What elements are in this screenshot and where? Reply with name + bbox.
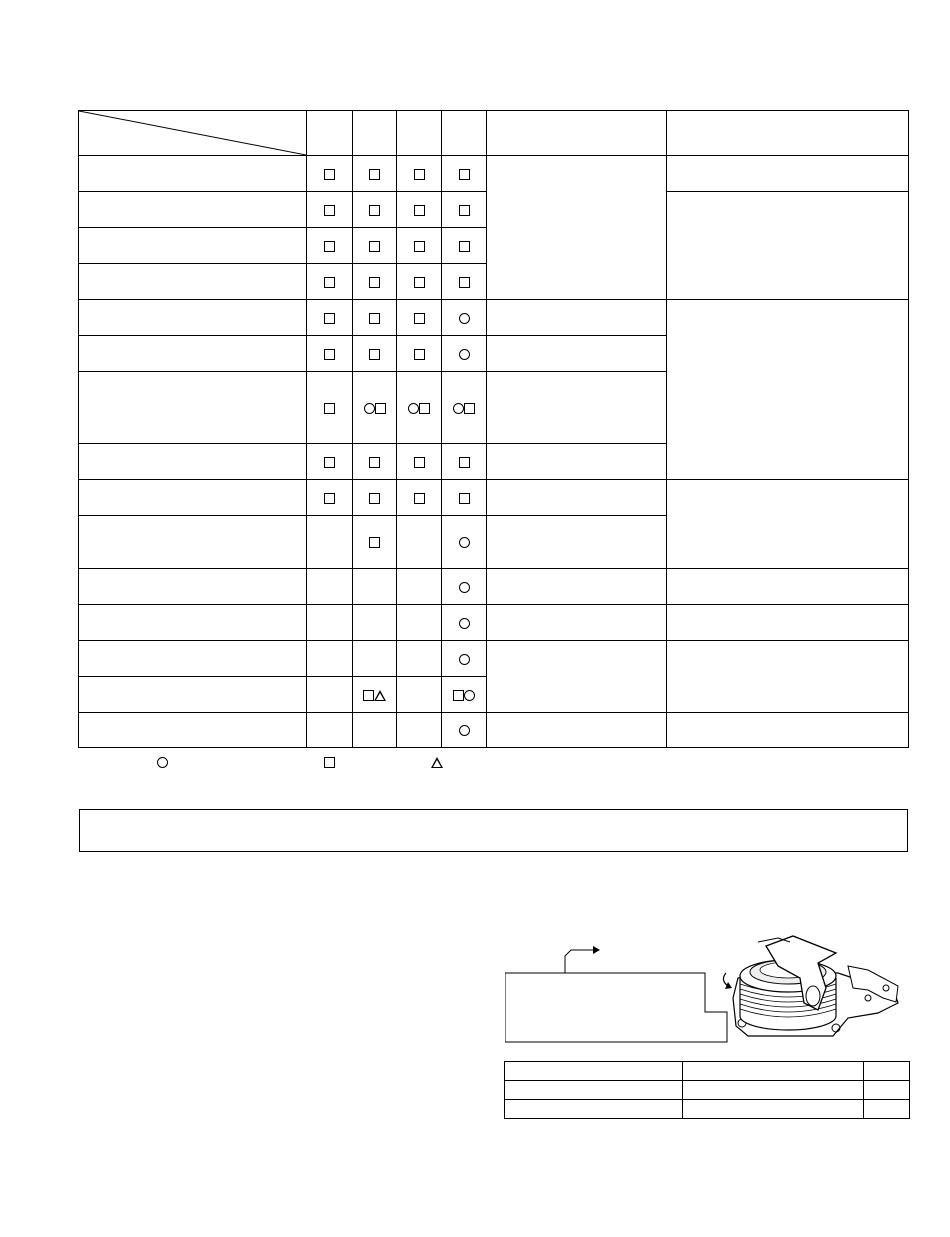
symbol-cell bbox=[353, 605, 397, 641]
inspection-table bbox=[78, 110, 909, 748]
note-cell bbox=[667, 713, 909, 748]
square-icon bbox=[369, 205, 380, 216]
symbol-cell bbox=[307, 713, 353, 748]
square-icon bbox=[459, 493, 470, 504]
column-header bbox=[353, 111, 397, 156]
square-icon bbox=[464, 403, 475, 414]
square-icon bbox=[369, 169, 380, 180]
square-icon bbox=[459, 277, 470, 288]
row-label bbox=[79, 605, 307, 641]
square-icon bbox=[419, 403, 430, 414]
square-icon bbox=[324, 277, 335, 288]
row-label bbox=[79, 372, 307, 444]
parts-table bbox=[504, 1061, 910, 1119]
square-icon bbox=[414, 313, 425, 324]
symbol-cell bbox=[442, 641, 487, 677]
circle-icon bbox=[364, 403, 375, 414]
square-icon bbox=[324, 313, 335, 324]
symbol-cell bbox=[397, 192, 442, 228]
note-cell bbox=[667, 569, 909, 605]
symbol-cell bbox=[353, 677, 397, 713]
row-label bbox=[79, 480, 307, 516]
symbol-cell bbox=[353, 372, 397, 444]
square-icon bbox=[324, 457, 335, 468]
symbol-cell bbox=[397, 516, 442, 569]
table-row bbox=[79, 156, 909, 192]
symbol-cell bbox=[307, 641, 353, 677]
callout-diagram bbox=[505, 940, 730, 1044]
symbol-cell bbox=[307, 336, 353, 372]
row-label bbox=[79, 677, 307, 713]
symbol-cell bbox=[353, 569, 397, 605]
row-label bbox=[79, 336, 307, 372]
row-label bbox=[79, 264, 307, 300]
column-header bbox=[307, 111, 353, 156]
symbol-cell bbox=[307, 300, 353, 336]
column-header bbox=[667, 111, 909, 156]
square-icon bbox=[324, 205, 335, 216]
symbol-cell bbox=[353, 300, 397, 336]
table-row bbox=[505, 1081, 910, 1100]
row-label bbox=[79, 641, 307, 677]
symbol-cell bbox=[442, 336, 487, 372]
circle-icon bbox=[459, 349, 470, 360]
symbol-cell bbox=[442, 156, 487, 192]
note-cell bbox=[487, 605, 667, 641]
symbol-cell bbox=[307, 569, 353, 605]
square-icon bbox=[369, 277, 380, 288]
square-icon bbox=[459, 169, 470, 180]
square-icon bbox=[324, 169, 335, 180]
symbol-cell bbox=[397, 641, 442, 677]
symbol-cell bbox=[307, 480, 353, 516]
table-row bbox=[505, 1062, 910, 1081]
merged-cell bbox=[487, 156, 667, 300]
symbol-cell bbox=[442, 300, 487, 336]
note-cell bbox=[487, 336, 667, 372]
symbol-cell bbox=[397, 480, 442, 516]
symbol-cell bbox=[307, 192, 353, 228]
square-icon bbox=[369, 493, 380, 504]
symbol-cell bbox=[442, 228, 487, 264]
symbol-cell bbox=[307, 372, 353, 444]
symbol-cell bbox=[353, 713, 397, 748]
symbol-cell bbox=[397, 677, 442, 713]
square-icon bbox=[414, 169, 425, 180]
merged-cell bbox=[667, 192, 909, 300]
table-row bbox=[79, 569, 909, 605]
square-icon bbox=[459, 241, 470, 252]
table-cell bbox=[864, 1100, 910, 1119]
table-cell bbox=[505, 1100, 683, 1119]
column-header bbox=[487, 111, 667, 156]
note-cell bbox=[487, 569, 667, 605]
table-cell bbox=[864, 1081, 910, 1100]
optical-pickup-illustration bbox=[718, 928, 903, 1043]
symbol-cell bbox=[442, 605, 487, 641]
square-icon bbox=[414, 493, 425, 504]
symbol-cell bbox=[397, 569, 442, 605]
symbol-cell bbox=[353, 192, 397, 228]
note-cell bbox=[487, 480, 667, 516]
table-row bbox=[505, 1100, 910, 1119]
square-icon bbox=[459, 205, 470, 216]
circle-icon bbox=[464, 690, 475, 701]
square-icon bbox=[369, 241, 380, 252]
row-label bbox=[79, 192, 307, 228]
square-icon bbox=[324, 403, 335, 414]
note-cell bbox=[487, 516, 667, 569]
table-cell bbox=[683, 1062, 864, 1081]
circle-icon bbox=[459, 654, 470, 665]
square-icon bbox=[369, 313, 380, 324]
symbol-cell bbox=[307, 228, 353, 264]
symbol-cell bbox=[307, 444, 353, 480]
square-icon bbox=[414, 277, 425, 288]
symbol-cell bbox=[353, 480, 397, 516]
symbol-cell bbox=[353, 516, 397, 569]
merged-cell bbox=[667, 480, 909, 569]
note-cell bbox=[487, 300, 667, 336]
symbol-cell bbox=[397, 605, 442, 641]
note-box bbox=[79, 809, 908, 852]
square-icon bbox=[459, 457, 470, 468]
symbol-cell bbox=[442, 713, 487, 748]
row-label bbox=[79, 444, 307, 480]
note-cell bbox=[667, 605, 909, 641]
symbol-cell bbox=[397, 713, 442, 748]
column-header bbox=[397, 111, 442, 156]
symbol-cell bbox=[442, 480, 487, 516]
table-cell bbox=[864, 1062, 910, 1081]
symbol-cell bbox=[353, 156, 397, 192]
symbol-cell bbox=[397, 372, 442, 444]
square-icon bbox=[324, 241, 335, 252]
square-icon bbox=[369, 537, 380, 548]
table-row bbox=[79, 480, 909, 516]
symbol-cell bbox=[353, 336, 397, 372]
row-label bbox=[79, 300, 307, 336]
symbol-cell bbox=[353, 444, 397, 480]
square-icon bbox=[363, 690, 374, 701]
row-label bbox=[79, 713, 307, 748]
square-icon bbox=[414, 241, 425, 252]
square-icon bbox=[414, 205, 425, 216]
merged-cell bbox=[487, 641, 667, 713]
row-label bbox=[79, 569, 307, 605]
column-header bbox=[442, 111, 487, 156]
symbol-cell bbox=[397, 156, 442, 192]
circle-icon bbox=[459, 582, 470, 593]
note-cell bbox=[667, 156, 909, 192]
symbol-cell bbox=[442, 516, 487, 569]
symbol-cell bbox=[442, 372, 487, 444]
row-label bbox=[79, 516, 307, 569]
symbol-cell bbox=[397, 264, 442, 300]
square-icon bbox=[453, 690, 464, 701]
square-icon bbox=[414, 349, 425, 360]
table-row bbox=[79, 641, 909, 677]
symbol-cell bbox=[353, 264, 397, 300]
table-cell bbox=[505, 1062, 683, 1081]
symbol-cell bbox=[353, 641, 397, 677]
table-row bbox=[79, 713, 909, 748]
square-icon bbox=[375, 403, 386, 414]
note-cell bbox=[487, 444, 667, 480]
note-cell bbox=[487, 372, 667, 444]
table-cell bbox=[683, 1100, 864, 1119]
square-icon bbox=[324, 493, 335, 504]
symbol-cell bbox=[442, 677, 487, 713]
circle-icon bbox=[459, 313, 470, 324]
symbol-cell bbox=[442, 444, 487, 480]
circle-icon bbox=[459, 618, 470, 629]
square-icon bbox=[324, 349, 335, 360]
square-icon bbox=[369, 349, 380, 360]
table-row bbox=[79, 605, 909, 641]
circle-icon bbox=[453, 403, 464, 414]
legend-circle-icon bbox=[157, 757, 168, 768]
triangle-icon bbox=[374, 690, 386, 701]
row-label bbox=[79, 156, 307, 192]
table-cell bbox=[683, 1081, 864, 1100]
table-cell bbox=[505, 1081, 683, 1100]
symbol-cell bbox=[307, 605, 353, 641]
symbol-cell bbox=[397, 300, 442, 336]
circle-icon bbox=[459, 537, 470, 548]
merged-cell bbox=[667, 641, 909, 713]
circle-icon bbox=[408, 403, 419, 414]
symbol-cell bbox=[442, 569, 487, 605]
symbol-cell bbox=[442, 264, 487, 300]
symbol-cell bbox=[307, 264, 353, 300]
square-icon bbox=[369, 457, 380, 468]
circle-icon bbox=[459, 725, 470, 736]
symbol-cell bbox=[442, 192, 487, 228]
symbol-cell bbox=[307, 516, 353, 569]
symbol-cell bbox=[307, 677, 353, 713]
square-icon bbox=[414, 457, 425, 468]
symbol-cell bbox=[353, 228, 397, 264]
merged-cell bbox=[667, 300, 909, 480]
legend-square-icon bbox=[324, 757, 335, 768]
symbol-cell bbox=[397, 444, 442, 480]
symbol-cell bbox=[397, 228, 442, 264]
note-cell bbox=[487, 713, 667, 748]
row-label bbox=[79, 228, 307, 264]
symbol-cell bbox=[307, 156, 353, 192]
symbol-cell bbox=[397, 336, 442, 372]
legend-triangle-icon bbox=[431, 757, 443, 768]
corner-diagonal-header bbox=[79, 111, 307, 156]
table-row bbox=[79, 300, 909, 336]
